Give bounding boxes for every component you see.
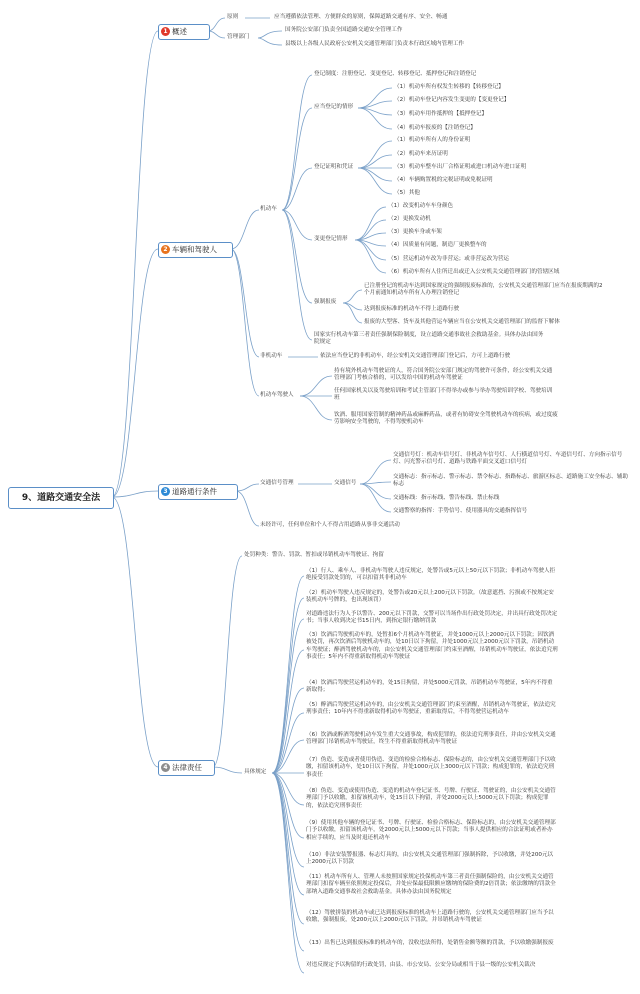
change-reg-item[interactable]: （3）更换车身或车架	[388, 229, 442, 235]
non-motor-text[interactable]: 依法应当登记的非机动车，经公安机关交通管理部门登记后，方可上道路行驶	[320, 353, 511, 359]
reg-doc-item[interactable]: （2）机动车来历证明	[394, 151, 448, 157]
node-reg-cases[interactable]: 应当登记的情形	[314, 104, 354, 110]
node-motor-vehicle[interactable]: 机动车	[260, 206, 277, 212]
signal-item[interactable]: 交通警察的指挥：手势信号、使用器具的交通指挥信号	[393, 508, 528, 514]
node-specific-rules[interactable]: 具体规定	[244, 769, 267, 775]
node-insurance[interactable]: 国家实行机动车第三者责任强制保险制度，设立道路交通事故社会救助基金。具体办法由国务院规定	[314, 332, 544, 346]
reg-case-item[interactable]: （2）机动车登记内容发生变更的【变更登记】	[394, 97, 510, 103]
driver-item[interactable]: 任何国家机关以及驾驶培训和考试主管部门不得举办或参与举办驾驶培训学校、驾驶培训班	[334, 388, 553, 402]
rule-item[interactable]: （9）使用其他车辆的登记证书、号牌、行驶证、检验合格标志、保险标志的，由公安机关交通管理部门予以收缴，扣留该机动车，处2000元以上5000元以下罚款；当事人提供相应的合法证明或者补办相应手续的，应当及时退还机动车	[306, 820, 556, 841]
rule-item[interactable]: （7）伪造、变造或者使用伪造、变造的检验合格标志、保险标志的，由公安机关交通管理部门予以收缴，扣留该机动车，处10日以下拘留，并处1000元以上3000元以下罚款；构成犯罪的，依法追究刑事责任	[306, 757, 556, 778]
rule-item[interactable]: （1）行人、乘车人、非机动车驾驶人违反规定，处警告或5元以上50元以下罚款；非机动车驾驶人拒绝接受罚款处罚的，可以扣留其非机动车	[306, 568, 556, 582]
driver-item[interactable]: 饮酒、服用国家管制的精神药品或麻醉药品，或者有妨碍安全驾驶机动车的疾病，或过度疲劳影响安全驾驶的，不得驾驶机动车	[334, 412, 558, 426]
node-dept-2[interactable]: 县级以上各级人民政府公安机关交通管理部门负责本行政区域内管理工作	[285, 41, 465, 47]
node-reg-system[interactable]: 登记制度：注册登记、变更登记、转移登记、抵押登记和注销登记	[314, 71, 477, 77]
branch-vehicles-drivers[interactable]	[158, 242, 233, 258]
rule-item[interactable]: 对道路违法行为人予以警告、200元以下罚款，交警可以当场作出行政处罚决定，并出具行政处罚决定书；当事人收到决定书15日内，到指定银行缴纳罚款	[306, 611, 558, 625]
rule-item[interactable]: （6）饮酒或醉酒驾驶机动车发生重大交通事故，构成犯罪的，依法追究刑事责任，并由公安机关交通管理部门吊销机动车驾驶证，终生不得重新取得机动车驾驶证	[306, 732, 556, 746]
signal-item[interactable]: 交通标线：指示标线、警告标线、禁止标线	[393, 495, 500, 501]
change-reg-item[interactable]: （5）营运机动车改为非营运；或非营运改为营运	[388, 256, 510, 262]
reg-doc-item[interactable]: （5）其他	[394, 190, 420, 196]
badge-2: 2	[161, 245, 170, 254]
branch-overview[interactable]	[158, 24, 210, 40]
change-reg-item[interactable]: （4）因质量有问题，制造厂更换整车的	[388, 242, 487, 248]
branch-overview-label: 概述	[172, 27, 187, 36]
node-signal-mgmt[interactable]: 交通信号管理	[260, 480, 294, 486]
reg-doc-item[interactable]: （4）车辆购置税的完税证明或免税证明	[394, 177, 493, 183]
branch-road-conditions[interactable]	[158, 484, 238, 500]
rule-item[interactable]: （12）驾驶拼装的机动车或已达到报废标准的机动车上道路行驶的，公安机关交通管理部门应当予以收缴，强制报废，处200元以上2000元以下罚款，并吊销机动车驾驶证	[306, 910, 554, 924]
change-reg-item[interactable]: （6）机动车所有人住所迁出或迁入公安机关交通管理部门的管辖区域	[388, 269, 560, 275]
branch-road-label: 道路通行条件	[172, 487, 217, 496]
badge-3: 3	[161, 487, 170, 496]
signal-item[interactable]: 交通标志：指示标志、警示标志、禁令标志、指路标志、旅游区标志、道路施工安全标志、辅助标志	[393, 474, 628, 488]
rule-item[interactable]: （13）出售已达到报废标准的机动车的，没收违法所得，处销售金额等额的罚款，予以收缴强制报废	[306, 940, 554, 946]
node-dept-1[interactable]: 国务院公安部门负责全国道路交通安全管理工作	[285, 27, 403, 33]
reg-case-item[interactable]: （4）机动车报废的【注销登记】	[394, 125, 476, 131]
node-principle-text[interactable]: 应当遵循依法管理、方便群众的原则，保障道路交通有序、安全、畅通	[274, 14, 448, 20]
badge-4: 4	[161, 763, 170, 772]
root-topic[interactable]: 9、道路交通安全法	[8, 487, 114, 509]
node-change-reg[interactable]: 变更登记情形	[314, 236, 348, 242]
badge-1: 1	[161, 27, 170, 36]
node-non-motor[interactable]: 非机动车	[260, 353, 283, 359]
scrap-item[interactable]: 报废的大型客、货车及其他营运车辆应当在公安机关交通管理部门的监督下解体	[364, 319, 560, 325]
branch-vehicles-label: 车辆和驾驶人	[172, 245, 217, 254]
change-reg-item[interactable]: （1）改变机动车车身颜色	[388, 203, 454, 209]
rule-item[interactable]: （3）饮酒后驾驶机动车的，处暂扣6个月机动车驾驶证，并处1000元以上2000元以下罚款；因饮酒被处罚，再次饮酒后驾驶机动车的，处10日以下拘留，并处1000元以上2000元以下罚款，吊销机动车驾驶证；醉酒驾驶机动车的，由公安机关交通管理部门约束至酒醒，吊销机动车驾驶证，依法追究刑事责任；5年内不得重新取得机动车驾驶证	[306, 632, 558, 660]
reg-case-item[interactable]: （1）机动车所有权发生转移的【转移登记】	[394, 84, 504, 90]
node-traffic-signal[interactable]: 交通信号	[334, 480, 357, 486]
node-dept[interactable]: 管理部门	[227, 34, 250, 40]
reg-doc-item[interactable]: （3）机动车整车出厂合格证明或进口机动车进口证明	[394, 164, 527, 170]
node-principle[interactable]: 原则	[227, 14, 239, 20]
signal-item[interactable]: 交通信号灯：机动车信号灯、非机动车信号灯、人行横道信号灯、车道信号灯、方向指示信号灯、闪光警示信号灯、道路与铁路平面交叉道口信号灯	[393, 452, 623, 466]
rule-item[interactable]: （11）机动车所有人、管理人未按照国家规定投保机动车第三者责任强制保险的，由公安机关交通管理部门扣留车辆至依照规定投保后，并处应保最低限额应缴纳的保险费的2倍罚款；依法缴纳的罚款全部纳入道路交通事故社会救助基金。具体办法由国务院规定	[306, 874, 556, 895]
branch-legal-label: 法律责任	[172, 763, 202, 772]
rule-item[interactable]: （8）伪造、变造或使用伪造、变造的机动车登记证书、号牌、行驶证、驾驶证的，由公安机关交通管理部门予以收缴，扣留该机动车，处15日以下拘留，并处2000元以上5000元以下罚款；构成犯罪的，依法追究刑事责任	[306, 788, 556, 809]
scrap-item[interactable]: 达到报废标准的机动车不得上道路行驶	[364, 306, 460, 312]
rule-item[interactable]: （2）机动车驾驶人违反规定的，处警告或20元以上200元以下罚款。（故意遮挡、污损或不按规定安装机动车号牌的，也出现该罚）	[306, 590, 554, 604]
node-forced-scrap[interactable]: 强制报废	[314, 299, 337, 305]
scrap-item[interactable]: 已注册登记的机动车达到国家规定的强制报废标准的，公安机关交通管理部门应当在报废期满的2个月前通知机动车所有人办理注销登记	[364, 283, 603, 297]
change-reg-item[interactable]: （2）更换发动机	[388, 216, 431, 222]
driver-item[interactable]: 持有境外机动车驾驶证的人，符合国务院公安部门规定的驾驶许可条件，经公安机关交通管理部门考核合格的，可以发给中国的机动车驾驶证	[334, 368, 553, 382]
node-penalty-types[interactable]: 处罚种类：警告、罚款、暂扣或吊销机动车驾驶证、拘留	[244, 552, 384, 558]
rule-item[interactable]: （5）醉酒后驾驶营运机动车的，由公安机关交通管理部门约束至酒醒，吊销机动车驾驶证，依法追究刑事责任；10年内不得重新取得机动车驾驶证，重新取得后，不得驾驶营运机动车	[306, 702, 556, 716]
rule-item[interactable]: （4）饮酒后驾驶营运机动车的，处15日拘留，并处5000元罚款，吊销机动车驾驶证，5年内不得重新取得；	[306, 680, 553, 694]
reg-case-item[interactable]: （3）机动车用作抵押的【抵押登记】	[394, 111, 488, 117]
rule-item[interactable]: （10）非法安装警报器、标志灯具的，由公安机关交通管理部门强制拆除，予以收缴，并处200元以上2000元以下罚款	[306, 852, 554, 866]
reg-doc-item[interactable]: （1）机动车所有人的身份证明	[394, 137, 471, 143]
node-driver[interactable]: 机动车驾驶人	[260, 392, 294, 398]
node-no-occupy[interactable]: 未经许可，任何单位和个人不得占用道路从事非交通活动	[260, 522, 400, 528]
branch-legal-liability[interactable]	[158, 760, 215, 776]
node-reg-documents[interactable]: 登记证明和凭证	[314, 164, 354, 170]
rule-item[interactable]: 对违反规定予以拘留的行政处罚，由县、市公安局、公安分局或相当于县一级的公安机关裁决	[306, 962, 536, 968]
